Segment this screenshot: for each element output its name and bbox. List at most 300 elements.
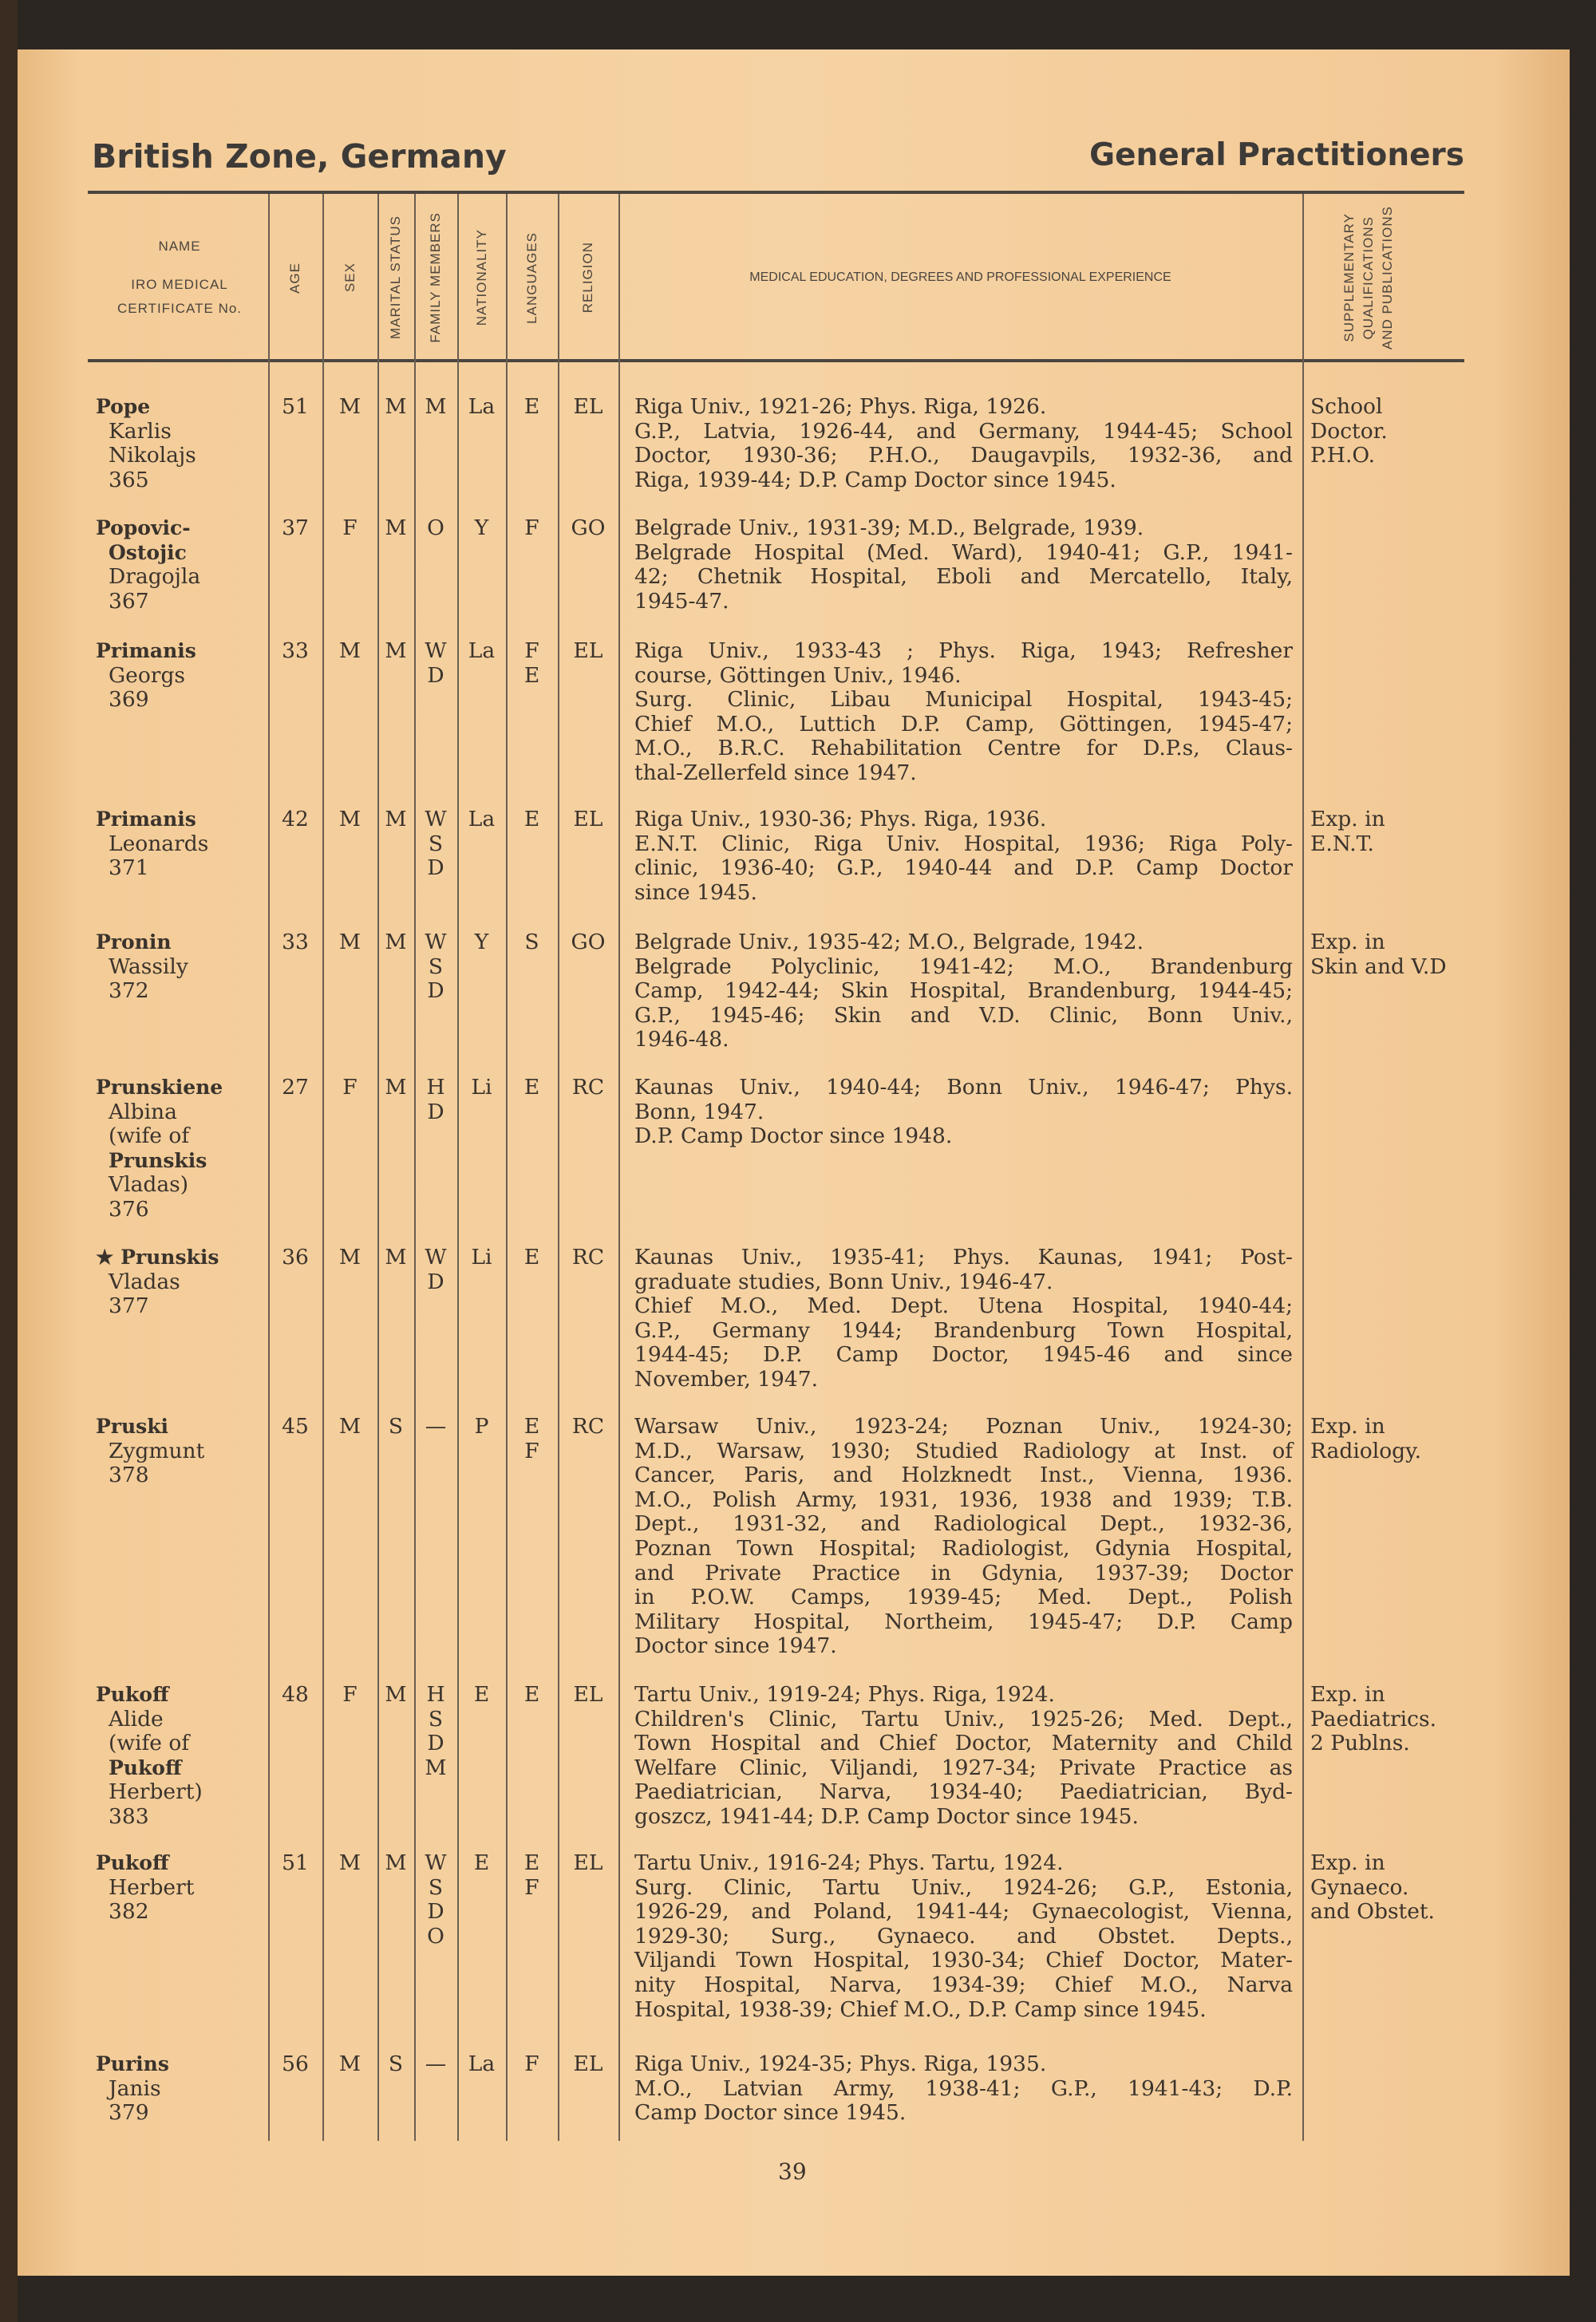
religion-cell	[558, 395, 618, 420]
family-value: S	[428, 1874, 444, 1900]
religion-cell	[558, 808, 618, 832]
header-label: FAMILY MEMBERS	[428, 212, 443, 343]
name-line: Herbert	[109, 1874, 195, 1900]
name-line: Leonards	[109, 831, 209, 856]
scan-edge	[0, 0, 18, 2322]
family-cell	[414, 516, 457, 541]
supplementary-line: Exp. in	[1310, 1682, 1385, 1707]
languages-cell	[506, 639, 558, 688]
nationality-cell	[457, 808, 506, 832]
experience-line: Bonn, 1947.	[634, 1099, 764, 1124]
experience-line: Tartu Univ., 1919-24; Phys. Riga, 1924.	[634, 1682, 1055, 1707]
experience-line: Kaunas Univ., 1935-41; Phys. Kaunas, 1941; Post-	[634, 1245, 1293, 1270]
languages-value: E	[523, 1075, 540, 1100]
age-cell	[268, 395, 322, 420]
family-value: D	[427, 1269, 444, 1294]
experience-line: Warsaw Univ., 1923-24; Poznan Univ., 1924-30;	[634, 1414, 1293, 1439]
surname: ★ Prunskis	[96, 1246, 219, 1269]
header-label: MARITAL STATUS	[388, 215, 403, 340]
experience-line: Belgrade Univ., 1931-39; M.D., Belgrade, 1939.	[634, 515, 1144, 540]
family-cell	[414, 1851, 457, 1949]
supplementary-line: E.N.T.	[1310, 831, 1374, 856]
column-header-languages	[506, 198, 558, 357]
family-cell	[414, 1246, 457, 1294]
experience-line: Riga Univ., 1921-26; Phys. Riga, 1926.	[634, 394, 1047, 419]
supplementary-cell	[1310, 1851, 1550, 1925]
column-header-religion	[558, 198, 618, 357]
experience-line: Surg. Clinic, Tartu Univ., 1924-26; G.P., Estonia,	[634, 1874, 1293, 1900]
experience-line: Belgrade Polyclinic, 1941-42; M.O., Brandenburg	[634, 954, 1293, 979]
languages-cell	[506, 1851, 558, 1900]
marital-value: M	[385, 930, 407, 954]
sex-value: M	[338, 1850, 361, 1875]
languages-value: E	[523, 1245, 540, 1270]
experience-line: Riga, 1939-44; D.P. Camp Doctor since 1945.	[634, 467, 1116, 492]
age-cell	[268, 1246, 322, 1270]
surname: Prunskis	[109, 1148, 207, 1172]
name-cell	[96, 1415, 263, 1488]
sex-cell	[322, 395, 377, 420]
marital-value: S	[388, 1414, 404, 1439]
sex-value: M	[338, 394, 361, 419]
experience-line: Children's Clinic, Tartu Univ., 1925-26; Med. Dept.,	[634, 1706, 1293, 1732]
religion-value: RC	[571, 1245, 605, 1270]
nationality-value: La	[468, 2051, 496, 2076]
languages-value: F	[524, 515, 539, 540]
name-line: 376	[109, 1196, 149, 1222]
nationality-cell	[457, 2052, 506, 2077]
experience-cell	[634, 808, 1293, 905]
experience-line: Military Hospital, Northeim, 1945-47; D.P. Camp	[634, 1609, 1293, 1634]
nationality-value: La	[468, 638, 496, 663]
column-divider	[322, 194, 324, 2141]
family-cell	[414, 2052, 457, 2077]
experience-line: D.P. Camp Doctor since 1948.	[634, 1123, 953, 1149]
marital-value: S	[388, 2051, 404, 2076]
surname: Pukoff	[96, 1851, 169, 1874]
experience-line: clinic, 1936-40; G.P., 1940-44 and D.P. Camp Doctor	[634, 855, 1293, 881]
surname: Pukoff	[109, 1755, 182, 1779]
age-value: 27	[282, 1075, 309, 1100]
name-cell	[96, 639, 263, 713]
nationality-cell	[457, 1851, 506, 1876]
experience-line: goszcz, 1941-44; D.P. Camp Doctor since 1945.	[634, 1803, 1139, 1829]
family-value: D	[427, 855, 444, 881]
languages-cell	[506, 808, 558, 832]
experience-line: Poznan Town Hospital; Radiologist, Gdynia Hospital,	[634, 1535, 1293, 1561]
family-cell	[414, 1683, 457, 1780]
family-value: W	[425, 807, 447, 831]
marital-value: M	[385, 807, 407, 831]
nationality-value: La	[468, 394, 496, 419]
header-label: SEX	[342, 263, 358, 293]
religion-cell	[558, 1415, 618, 1439]
languages-cell	[506, 1683, 558, 1708]
experience-line: Paediatrician, Narva, 1934-40; Paediatrician, Byd-	[634, 1779, 1293, 1805]
column-divider	[377, 194, 379, 2141]
name-line: 369	[109, 687, 149, 713]
column-header-name	[92, 198, 267, 357]
experience-line: Hospital, 1938-39; Chief M.O., D.P. Camp since 1945.	[634, 1996, 1207, 2022]
sex-value: F	[342, 1075, 358, 1100]
marital-cell	[377, 516, 414, 541]
name-line: 382	[109, 1899, 149, 1925]
religion-value: GO	[571, 515, 606, 540]
family-value: D	[427, 978, 444, 1004]
languages-cell	[506, 1076, 558, 1100]
experience-line: Camp, 1942-44; Skin Hospital, Brandenburg, 1944-45;	[634, 978, 1293, 1004]
age-cell	[268, 1415, 322, 1439]
age-cell	[268, 1851, 322, 1876]
column-header-sex	[322, 198, 377, 357]
sex-cell	[322, 1246, 377, 1270]
name-line: 365	[109, 467, 149, 492]
experience-line: M.D., Warsaw, 1930; Studied Radiology at Inst. of	[634, 1438, 1293, 1463]
experience-cell	[634, 1076, 1293, 1149]
experience-line: Belgrade Hospital (Med. Ward), 1940-41; G.P., 1941-	[634, 539, 1293, 565]
nationality-cell	[457, 516, 506, 541]
experience-line: and Private Practice in Gdynia, 1937-39; Doctor	[634, 1560, 1293, 1586]
age-cell	[268, 808, 322, 832]
religion-cell	[558, 1683, 618, 1708]
experience-line: Cancer, Paris, and Holzknedt Inst., Vienna, 1936.	[634, 1463, 1293, 1488]
name-line: Alide	[109, 1706, 164, 1732]
languages-value: F	[524, 638, 539, 663]
nationality-cell	[457, 1246, 506, 1270]
age-cell	[268, 516, 322, 541]
marital-value: M	[385, 1850, 407, 1875]
family-cell	[414, 930, 457, 1004]
name-cell	[96, 930, 263, 1004]
family-value: M	[425, 394, 447, 419]
marital-value: M	[385, 1075, 407, 1100]
age-value: 51	[282, 394, 309, 419]
name-line: Vladas	[109, 1269, 180, 1294]
religion-cell	[558, 1076, 618, 1100]
family-value: S	[428, 831, 444, 856]
surname: Popovic-	[96, 516, 191, 539]
header-label: CERTIFICATE No.	[117, 301, 243, 316]
religion-cell	[558, 516, 618, 541]
surname: Pronin	[96, 930, 172, 954]
family-value: H	[426, 1075, 445, 1100]
age-value: 51	[282, 1850, 309, 1875]
name-cell	[96, 1076, 263, 1222]
age-value: 33	[282, 930, 309, 954]
page-number: 39	[778, 2158, 807, 2185]
languages-value: S	[524, 930, 539, 954]
religion-cell	[558, 639, 618, 664]
sex-value: F	[342, 515, 358, 540]
surname: Pukoff	[96, 1683, 169, 1706]
family-value: D	[427, 662, 444, 688]
name-cell	[96, 516, 263, 614]
column-header-family	[414, 198, 457, 357]
marital-cell	[377, 395, 414, 420]
family-value: W	[425, 1245, 447, 1270]
sex-cell	[322, 1683, 377, 1708]
experience-cell	[634, 2052, 1293, 2126]
experience-line: Belgrade Univ., 1935-42; M.O., Belgrade, 1942.	[634, 930, 1144, 954]
experience-line: Riga Univ., 1924-35; Phys. Riga, 1935.	[634, 2051, 1047, 2076]
supplementary-line: 2 Publns.	[1310, 1731, 1410, 1756]
family-cell	[414, 1076, 457, 1124]
name-line: (wife of	[109, 1123, 190, 1149]
sex-value: F	[342, 1682, 358, 1707]
name-line: Nikolajs	[109, 443, 196, 468]
experience-line: Welfare Clinic, Viljandi, 1927-34; Private Practice as	[634, 1755, 1293, 1780]
nationality-value: Li	[471, 1075, 492, 1100]
marital-cell	[377, 1683, 414, 1708]
family-value: O	[427, 1923, 444, 1949]
experience-line: Doctor since 1947.	[634, 1633, 837, 1659]
header-label: NAME	[158, 239, 201, 254]
column-header-supplementary	[1309, 198, 1428, 357]
family-value: W	[425, 930, 447, 954]
languages-value: E	[523, 1682, 540, 1707]
experience-line: Viljandi Town Hospital, 1930-34; Chief Doctor, Mater-	[634, 1948, 1293, 1973]
languages-cell	[506, 1415, 558, 1463]
experience-line: Dept., 1931-32, and Radiological Dept., 1932-36,	[634, 1511, 1293, 1537]
supplementary-line: Doctor.	[1310, 418, 1388, 444]
surname: Pruski	[96, 1415, 169, 1438]
nationality-value: Y	[474, 515, 489, 540]
family-value: S	[428, 1706, 444, 1732]
sex-cell	[322, 516, 377, 541]
surname: Primanis	[96, 639, 196, 662]
name-line: 377	[109, 1293, 149, 1319]
languages-cell	[506, 516, 558, 541]
religion-value: GO	[571, 930, 606, 954]
marital-cell	[377, 639, 414, 664]
column-header-age	[268, 198, 322, 357]
experience-line: course, Göttingen Univ., 1946.	[634, 662, 962, 688]
languages-value: E	[523, 807, 540, 831]
religion-value: RC	[571, 1075, 605, 1100]
experience-line: November, 1947.	[634, 1366, 819, 1392]
family-cell	[414, 808, 457, 881]
experience-line: Riga Univ., 1933-43 ; Phys. Riga, 1943; Refresher	[634, 638, 1293, 663]
experience-line: since 1945.	[634, 879, 757, 905]
age-cell	[268, 1683, 322, 1708]
experience-line: 1929-30; Surg., Gynaeco. and Obstet. Depts.,	[634, 1923, 1293, 1949]
column-divider	[414, 194, 416, 2141]
supplementary-line: Exp. in	[1310, 1850, 1385, 1875]
surname: Prunskiene	[96, 1076, 223, 1099]
surname: Primanis	[96, 808, 196, 831]
experience-line: Tartu Univ., 1916-24; Phys. Tartu, 1924.	[634, 1850, 1064, 1875]
family-value: D	[427, 1099, 444, 1124]
experience-line: Chief M.O., Med. Dept. Utena Hospital, 1940-44;	[634, 1293, 1293, 1319]
family-cell	[414, 395, 457, 420]
languages-value: E	[523, 1414, 540, 1439]
experience-cell	[634, 395, 1293, 492]
header-label: AGE	[287, 262, 302, 294]
languages-cell	[506, 395, 558, 420]
experience-line: 1926-29, and Poland, 1941-44; Gynaecologist, Vienna,	[634, 1899, 1293, 1925]
name-line: 372	[109, 978, 149, 1004]
marital-value: M	[385, 394, 407, 419]
languages-cell	[506, 930, 558, 955]
name-line: 371	[109, 855, 149, 881]
sex-cell	[322, 639, 377, 664]
age-value: 56	[282, 2051, 309, 2076]
sex-cell	[322, 2052, 377, 2077]
name-line: Herbert)	[109, 1779, 203, 1805]
marital-value: M	[385, 1245, 407, 1270]
religion-cell	[558, 930, 618, 955]
experience-line: M.O., Latvian Army, 1938-41; G.P., 1941-43; D.P.	[634, 2075, 1293, 2101]
age-cell	[268, 930, 322, 955]
column-divider	[457, 194, 459, 2141]
age-value: 36	[282, 1245, 309, 1270]
experience-line: E.N.T. Clinic, Riga Univ. Hospital, 1936; Riga Poly-	[634, 831, 1293, 856]
name-cell	[96, 808, 263, 881]
supplementary-cell	[1310, 930, 1550, 979]
supplementary-line: Exp. in	[1310, 930, 1385, 954]
supplementary-line: Gynaeco.	[1310, 1874, 1409, 1900]
languages-cell	[506, 1246, 558, 1270]
nationality-cell	[457, 930, 506, 955]
family-value: W	[425, 638, 447, 663]
supplementary-line: Radiology.	[1310, 1438, 1422, 1463]
experience-line: graduate studies, Bonn Univ., 1946-47.	[634, 1269, 1053, 1294]
nationality-cell	[457, 1076, 506, 1100]
name-cell	[96, 395, 263, 492]
experience-cell	[634, 1851, 1293, 2022]
name-line: Karlis	[109, 418, 172, 444]
nationality-value: E	[473, 1850, 490, 1875]
family-value: S	[428, 954, 444, 979]
supplementary-line: and Obstet.	[1310, 1899, 1435, 1925]
name-line: 378	[109, 1463, 149, 1488]
experience-line: 1945-47.	[634, 588, 729, 614]
religion-value: EL	[573, 1682, 603, 1707]
family-value: D	[427, 1899, 444, 1925]
surname: Ostojic	[109, 540, 187, 564]
supplementary-line: Skin and V.D	[1310, 954, 1447, 979]
experience-cell	[634, 1683, 1293, 1830]
header-label: AND PUBLICATIONS	[1380, 205, 1395, 350]
family-value: W	[425, 1850, 447, 1875]
age-value: 33	[282, 638, 309, 663]
religion-value: RC	[571, 1414, 605, 1439]
supplementary-line: Paediatrics.	[1310, 1706, 1437, 1732]
marital-cell	[377, 930, 414, 955]
marital-value: M	[385, 515, 407, 540]
header-label: RELIGION	[580, 242, 595, 314]
age-cell	[268, 1076, 322, 1100]
supplementary-line: School	[1310, 394, 1383, 419]
religion-cell	[558, 1851, 618, 1876]
name-line: Albina	[109, 1099, 177, 1124]
experience-line: in P.O.W. Camps, 1939-45; Med. Dept., Polish	[634, 1585, 1293, 1610]
family-value: O	[427, 515, 444, 540]
name-line: Zygmunt	[109, 1438, 205, 1463]
experience-line: Riga Univ., 1930-36; Phys. Riga, 1936.	[634, 807, 1047, 831]
languages-cell	[506, 2052, 558, 2077]
marital-cell	[377, 1851, 414, 1876]
family-value: D	[427, 1731, 444, 1756]
nationality-cell	[457, 639, 506, 664]
column-divider	[558, 194, 559, 2141]
column-divider	[1302, 194, 1304, 2141]
header-label: QUALIFICATIONS	[1361, 215, 1376, 340]
family-value: M	[425, 1755, 447, 1780]
name-line: Janis	[109, 2075, 161, 2101]
experience-line: 1944-45; D.P. Camp Doctor, 1945-46 and since	[634, 1342, 1293, 1368]
header-label: IRO MEDICAL	[131, 277, 228, 292]
sex-value: M	[338, 930, 361, 954]
column-divider	[618, 194, 620, 2141]
header-label: MEDICAL EDUCATION, DEGREES AND PROFESSIONAL EXPERIENCE	[749, 271, 1171, 284]
marital-cell	[377, 1246, 414, 1270]
name-line: Wassily	[109, 954, 188, 979]
sex-value: M	[338, 1245, 361, 1270]
sex-cell	[322, 1076, 377, 1100]
sex-cell	[322, 808, 377, 832]
experience-line: 1946-48.	[634, 1027, 729, 1052]
languages-value: F	[524, 1874, 539, 1900]
name-cell	[96, 1683, 263, 1830]
surname: Purins	[96, 2052, 169, 2075]
family-value: H	[426, 1682, 445, 1707]
religion-cell	[558, 1246, 618, 1270]
marital-cell	[377, 1076, 414, 1100]
experience-cell	[634, 930, 1293, 1052]
religion-value: EL	[573, 394, 603, 419]
religion-value: EL	[573, 638, 603, 663]
supplementary-line: P.H.O.	[1310, 443, 1376, 468]
name-line: Vladas)	[109, 1172, 189, 1198]
name-line: (wife of	[109, 1731, 190, 1756]
religion-cell	[558, 2052, 618, 2077]
languages-value: E	[523, 394, 540, 419]
experience-line: Town Hospital and Chief Doctor, Maternity and Child	[634, 1731, 1293, 1756]
nationality-value: E	[473, 1682, 490, 1707]
marital-cell	[377, 808, 414, 832]
name-line: 383	[109, 1803, 149, 1829]
religion-value: EL	[573, 807, 603, 831]
experience-line: Doctor, 1930-36; P.H.O., Daugavpils, 1932-36, and	[634, 443, 1293, 468]
languages-value: F	[524, 2051, 539, 2076]
name-line: 367	[109, 588, 149, 614]
age-value: 42	[282, 807, 309, 831]
column-divider	[268, 194, 270, 2141]
experience-line: G.P., Latvia, 1926-44, and Germany, 1944-45; School	[634, 418, 1293, 444]
nationality-value: Y	[474, 930, 489, 954]
religion-value: EL	[573, 1850, 603, 1875]
marital-value: M	[385, 638, 407, 663]
age-value: 45	[282, 1414, 309, 1439]
header-label: SUPPLEMENTARY	[1341, 213, 1357, 342]
nationality-cell	[457, 1683, 506, 1708]
experience-line: M.O., Polish Army, 1931, 1936, 1938 and 1939; T.B.	[634, 1487, 1293, 1512]
name-line: Dragojla	[109, 564, 201, 590]
name-cell	[96, 2052, 263, 2126]
experience-line: 42; Chetnik Hospital, Eboli and Mercatello, Italy,	[634, 564, 1293, 590]
experience-line: M.O., B.R.C. Rehabilitation Centre for D.P.s, Claus-	[634, 736, 1293, 761]
family-cell	[414, 639, 457, 688]
surname: Pope	[96, 395, 151, 418]
experience-line: G.P., 1945-46; Skin and V.D. Clinic, Bonn Univ.,	[634, 1002, 1293, 1028]
column-divider	[506, 194, 508, 2141]
header-bottom-rule	[88, 359, 1464, 362]
experience-cell	[634, 1246, 1293, 1392]
nationality-value: P	[474, 1414, 489, 1439]
experience-line: Surg. Clinic, Libau Municipal Hospital, 1943-45;	[634, 687, 1293, 713]
supplementary-line: Exp. in	[1310, 807, 1385, 831]
